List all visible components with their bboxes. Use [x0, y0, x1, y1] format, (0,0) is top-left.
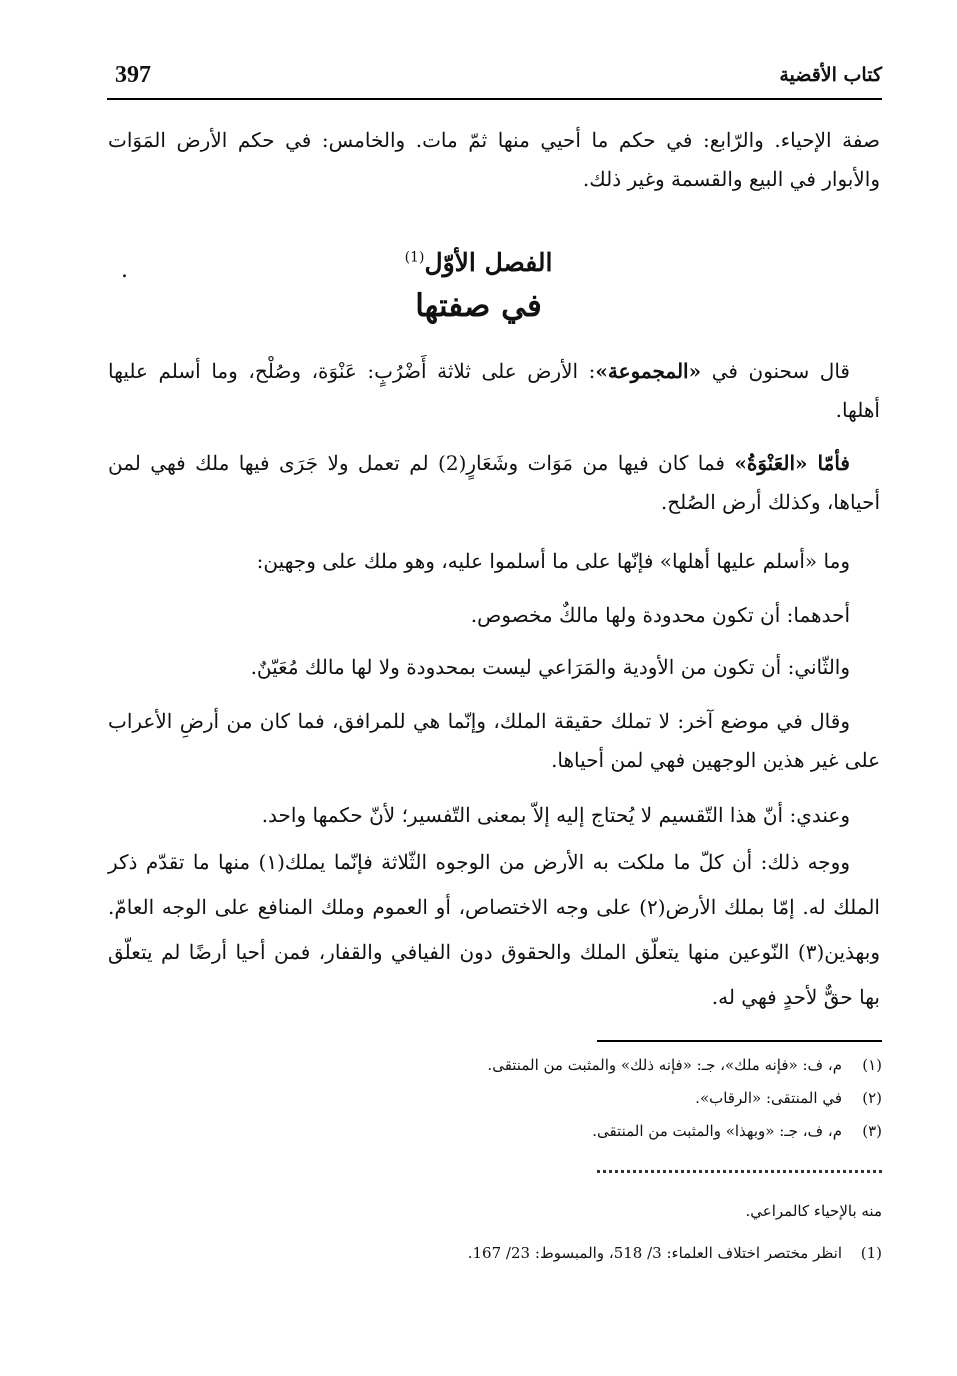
footnote-number: (١) [862, 1056, 882, 1074]
stray-mark: . [121, 258, 128, 283]
editor-footnote [122, 1238, 882, 1268]
body-paragraph: وقال في موضع آخر: لا تملك حقيقة الملك، وإنّما هي للمرافق، فما كان من أرضِ الأعراب على غير هذين الوجهين فهي لمن أحياها. [108, 709, 880, 772]
continuation-note: منه بالإحياء كالمراعي. [745, 1202, 882, 1220]
footnote-rule [597, 1040, 882, 1042]
body-paragraph: ووجه ذلك: أن كلّ ما ملكت به الأرض من الوجوه الثّلاثة فإنّما يملك(١) منها ما تقدّم ذكر الملك له. إمّا بملك الأرض(٢) على وجه الاختصاص، أو العموم وملك المنافع على الوجه العامّ. وبهذين(٣) النّوعين منها يتعلّق الملك والحقوق دون الفيافي والقفار، فمن أحيا أرضًا لم يتعلّق بها حقٌّ لأحدٍ فهي له. [108, 850, 880, 1009]
paragraph-text: فما كان فيها من مَوَات وشَعَارٍ(2) لم تعمل ولا جَرَى فيها ملك فهي لمن أحياها، وكذلك أرض الصُلح. [108, 451, 880, 514]
variant-footnote [122, 1050, 882, 1080]
footnote-text: م، ف، جـ: «وبهذا» والمثبت من المنتقى. [592, 1122, 842, 1140]
chapter-subtitle: في صفتها [415, 288, 542, 324]
footnote-text: في المنتقى: «الرقاب». [695, 1089, 842, 1107]
chapter-title [0, 248, 957, 277]
page-header [107, 62, 882, 96]
paragraph-bold-text: «المجموعة» [595, 359, 702, 383]
body-paragraph [108, 352, 880, 430]
variant-footnote [122, 1083, 882, 1113]
paragraph-text: قال سحنون في [701, 359, 850, 383]
body-paragraph: وما «أسلم عليها أهلها» فإنّها على ما أسلموا عليه، وهو ملك على وجهين: [256, 549, 850, 573]
footnote-text: م، ف: «فإنه ملك»، جـ: «فإنه ذلك» والمثبت من المنتقى. [487, 1056, 842, 1074]
footnote-number: (٢) [862, 1089, 882, 1107]
page-number: 397 [115, 62, 151, 88]
footnote-number: (٣) [862, 1122, 882, 1140]
body-paragraph [108, 444, 880, 522]
paragraph-bold-text: فأمّا «العَنْوَةُ» [734, 451, 850, 475]
body-paragraph: أحدهما: أن تكون محدودة ولها مالكٌ مخصوص. [470, 603, 850, 627]
footnote-text: انظر مختصر اختلاف العلماء: 3/ 518، والمبسوط: 23/ 167. [467, 1244, 842, 1262]
variant-footnote [122, 1116, 882, 1146]
intro-paragraph: صفة الإحياء. والرّابع: في حكم ما أحيي منها ثمّ مات. والخامس: في حكم الأرض المَوَات والأبوار في البيع والقسمة وغير ذلك. [108, 128, 880, 191]
footnote-number: (1) [860, 1244, 882, 1262]
header-rule [107, 98, 882, 100]
body-paragraph: وعندي: أنّ هذا التّقسيم لا يُحتاج إليه إلاّ بمعنى التّفسير؛ لأنّ حكمها واحد. [261, 803, 850, 827]
chapter-title-text: الفصل الأوّل [424, 248, 553, 277]
paragraph-text: : الأرض على ثلاثة أَضْرُبٍ: عَنْوَة، وصُلْح، وما أسلم عليها أهلها. [108, 359, 880, 422]
running-title: كتاب الأقضية [779, 64, 882, 86]
body-paragraph: والثّاني: أن تكون من الأودية والمَرَاعي ليست بمحدودة ولا لها مالك مُعَيّنٌ. [250, 655, 850, 679]
dotted-separator [597, 1170, 882, 1173]
chapter-note-marker: (1) [404, 249, 425, 266]
